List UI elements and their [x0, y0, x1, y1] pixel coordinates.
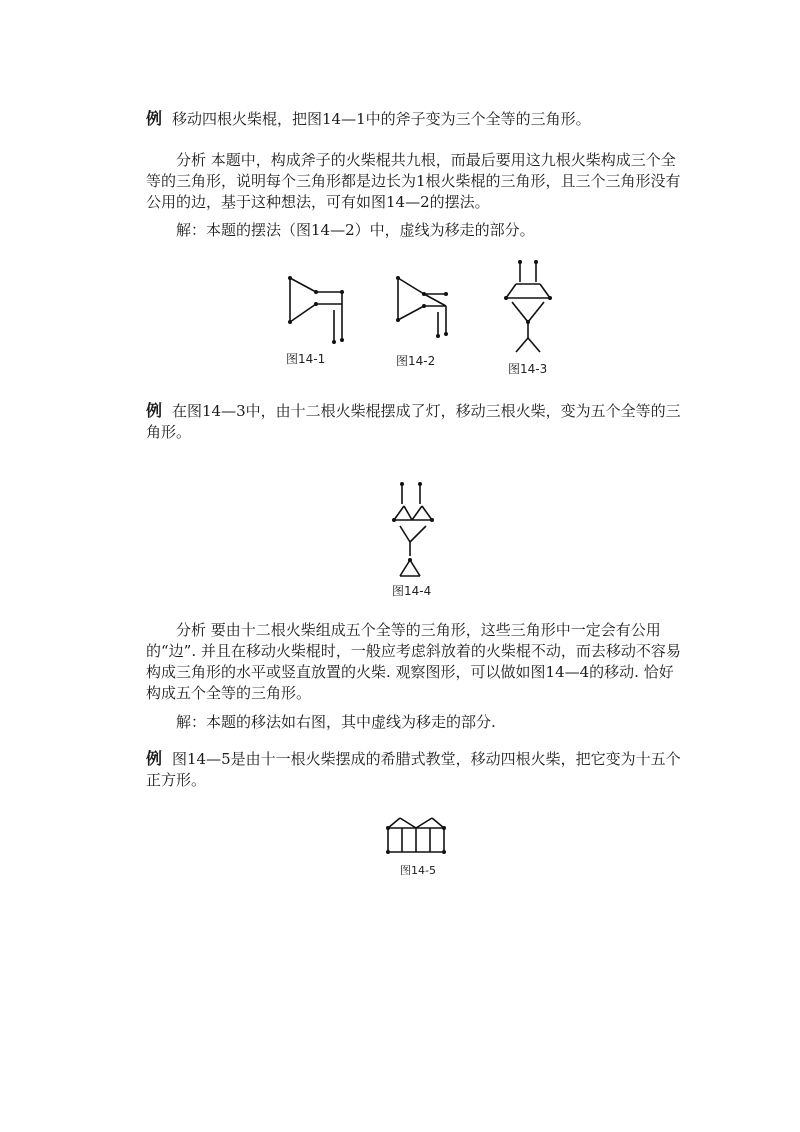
- solution-2: 解：本题的移法如右图，其中虚线为移走的部分.: [176, 713, 496, 731]
- caption-14-4: 图14-4: [392, 584, 432, 598]
- figure-14-1: [280, 270, 360, 350]
- analysis-1: 分析 本题中，构成斧子的火柴棍共九根，而最后要用这九根火柴构成三个全等的三角形，说明每个三角形都是边长为1根火柴棍的三角形，且三个三角形没有公用的边，基于这种想法，可有如图14—2的摆法。: [146, 151, 681, 211]
- example-3: 例 图14—5是由十一根火柴摆成的希腊式教堂，移动四根火柴，把它变为十五个正方形。: [146, 749, 681, 789]
- example-2: 例 在图14—3中，由十二根火柴棍摆成了灯，移动三根火柴，变为五个全等的三角形。: [146, 401, 681, 441]
- figure-14-5: [382, 812, 452, 860]
- caption-14-2: 图14-2: [396, 354, 436, 368]
- caption-14-3: 图14-3: [508, 362, 548, 376]
- analysis-2: 分析 要由十二根火柴组成五个全等的三角形，这些三角形中一定会有公用的“边”. 并且在移动火柴棍时，一般应考虑斜放着的火柴棍不动，而去移动不容易构成三角形的水平或竖直放置的火柴. 观察图形，可以做如图14—4的移动. 恰好构成五个全等的三角形。: [146, 621, 681, 702]
- example-label: 例: [146, 109, 163, 128]
- example-1: [146, 108, 686, 130]
- figure-14-3: [498, 258, 568, 360]
- caption-14-1: 图14-1: [286, 352, 326, 366]
- caption-14-5: 图14-5: [400, 864, 436, 877]
- solution-1: 解：本题的摆法（图14—2）中，虚线为移走的部分。: [176, 221, 535, 239]
- figure-14-2: [388, 272, 458, 352]
- example-1-text: 移动四根火柴棍，把图14—1中的斧子变为三个全等的三角形。: [172, 110, 591, 128]
- figure-14-4: [386, 480, 442, 584]
